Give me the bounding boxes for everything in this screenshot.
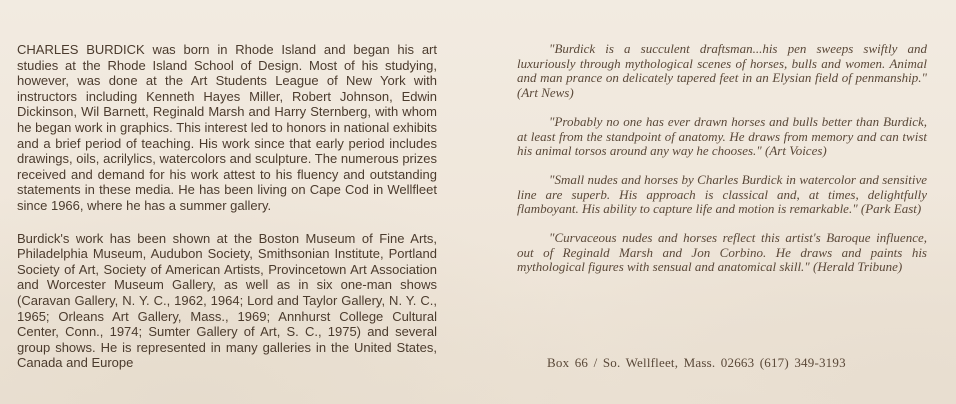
biography-paragraph: CHARLES BURDICK was born in Rhode Island and began his art studies at the Rhode Island School of Design. Most of his studying, however, was done at the Art Students League of New York with instructors including Kenneth Hayes Miller, Robert Johnson, Edwin Dickinson, Wil Barnett, Reginald Marsh and Harry Sternberg, with whom he began work in graphics. This interest led to honors in national exhibits and a brief period of teaching. His work since that early period includes drawings, oils, acrilylics, watercolors and sculpture. The numerous prizes received and demand for his work attest to his fluency and outstanding statements in these media. He has been living on Cape Cod in Wellfleet since 1966, where he has a summer gallery. bbox=[17, 42, 437, 213]
press-quote: "Burdick is a succulent draftsman...his pen sweeps swiftly and luxuriously through mythological scenes of horses, bulls and women. Animal and man prance on delicately tapered feet in an Elysian field of penmanship." (Art News) bbox=[517, 41, 927, 101]
press-quote: "Curvaceous nudes and horses reflect this artist's Baroque influence, out of Reginald Marsh and Jon Corbino. He draws and paints his mythological figures with sensual and anatomical skill." (Herald Tribune) bbox=[517, 230, 927, 275]
press-quotes-column bbox=[517, 42, 927, 275]
press-quote: "Probably no one has ever drawn horses and bulls better than Burdick, at least from the standpoint of anatomy. He draws from memory and can twist his animal torsos around any way he chooses." (Art Voices) bbox=[517, 113, 927, 159]
contact-address: Box 66 / So. Wellfleet, Mass. 02663 (617) 349-3193 bbox=[547, 355, 846, 370]
exhibitions-paragraph: Burdick's work has been shown at the Boston Museum of Fine Arts, Philadelphia Museum, Audubon Society, Smithsonian Institute, Portland Society of Art, Society of American Artists, Provincetown Art Association and Worcester Museum Gallery, as well as in six one-man shows (Caravan Gallery, N. Y. C., 1962, 1964; Lord and Taylor Gallery, N. Y. C., 1965; Orleans Art Gallery, Mass., 1969; Annhurst College Cultural Center, Conn., 1974; Sumter Gallery of Art, S. C., 1975) and several group shows. He is represented in many galleries in the United States, Canada and Europe bbox=[17, 230, 437, 371]
press-quote: "Small nudes and horses by Charles Burdick in watercolor and sensitive line are superb. His approach is classical and, at times, delightfully flamboyant. His ability to capture life and motion is remarkable." (Park East) bbox=[517, 171, 927, 217]
biography-column bbox=[17, 42, 437, 371]
